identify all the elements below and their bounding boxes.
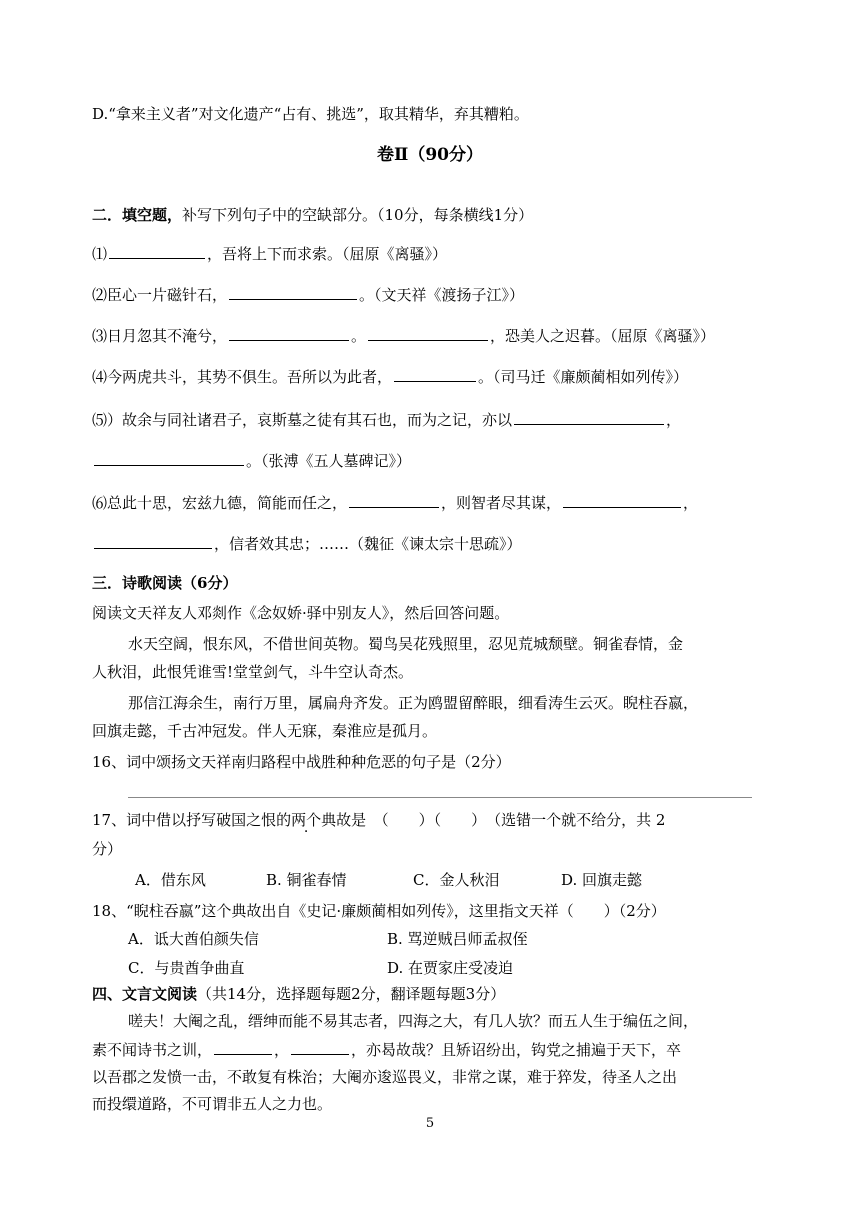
- fill-line-3: [92, 325, 715, 346]
- question-17: [92, 810, 665, 830]
- q17-text-a: 17、词中借以抒写破国之恨的: [92, 811, 292, 829]
- poem-stanza-2-line-2: 回旗走懿，千古冲冠发。伴人无寐，秦淮应是孤月。: [92, 722, 438, 740]
- fill-1-num: ⑴: [92, 245, 108, 263]
- q17-option-d[interactable]: D. 回旗走懿: [561, 871, 643, 889]
- fill-2-text-b: 。（文天祥《渡扬子江》）: [359, 286, 525, 304]
- classical-line-4: 而投缳道路，不可谓非五人之力也。: [92, 1095, 333, 1113]
- answer-blank[interactable]: [563, 492, 681, 508]
- fill-line-6: [92, 450, 411, 471]
- fill-6-text: 。（张溥《五人墓碑记》）: [246, 452, 412, 470]
- fill-5-text-b: ，: [666, 411, 682, 429]
- fill-line-7: [92, 492, 698, 513]
- question-18: 18、“睨柱吞嬴”这个典故出自《史记·廉颇蔺相如列传》，这里指文天祥（ ）（2分）: [92, 902, 666, 920]
- fill-line-8: [92, 533, 522, 554]
- q17-option-b[interactable]: B. 铜雀春情: [266, 871, 347, 889]
- answer-blank[interactable]: [514, 409, 664, 425]
- classical-heading: [92, 984, 505, 1004]
- classical-line-1: 嗟夫！大阉之乱，缙绅而能不易其志者，四海之大，有几人欤？而五人生于编伍之间，: [128, 1012, 699, 1030]
- classical-2-text-c: ，亦曷故哉？且矫诏纷出，钩党之捕遍于天下，卒: [351, 1041, 682, 1059]
- fill-heading-text: 补写下列句子中的空缺部分。（10分，每条横线1分）: [182, 206, 534, 224]
- classical-heading-text: （共14分，选择题每题2分，翻译题每题3分）: [197, 985, 506, 1003]
- fill-1-text: ，吾将上下而求索。（屈原《离骚》）: [207, 245, 448, 263]
- classical-line-2: [92, 1039, 681, 1060]
- fill-line-2: [92, 284, 524, 305]
- fill-4-text-a: ⑷今两虎共斗，其势不俱生。吾所以为此者，: [92, 368, 393, 386]
- q18-option-d[interactable]: D. 在贾家庄受凌迫: [387, 959, 514, 977]
- fill-7-text-b: ，则智者尽其谋，: [441, 494, 562, 512]
- answer-line-16[interactable]: [128, 797, 752, 798]
- q18-option-a[interactable]: A．诋大酋伯颜失信: [128, 930, 259, 948]
- fill-line-4: [92, 366, 688, 387]
- poem-stanza-2-line-1: 那信江海余生，南行万里，属扁舟齐发。正为鸥盟留醉眼，细看涛生云灭。睨柱吞嬴，: [128, 694, 699, 712]
- fill-heading: [92, 205, 533, 225]
- poem-stanza-1-line-2: 人秋泪，此恨凭谁雪!堂堂剑气，斗牛空认奇杰。: [92, 663, 414, 681]
- poem-intro: 阅读文天祥友人邓剡作《念奴娇·驿中别友人》，然后回答问题。: [92, 604, 510, 622]
- classical-heading-bold: 四、文言文阅读: [92, 985, 198, 1003]
- answer-blank[interactable]: [94, 450, 244, 466]
- fill-heading-bold: 二．填空题，: [92, 206, 183, 224]
- fill-2-text-a: ⑵臣心一片磁针石，: [92, 286, 228, 304]
- page-number: 5: [425, 1116, 435, 1131]
- fill-4-text-b: 。（司马迁《廉颇蔺相如列传》）: [478, 368, 689, 386]
- poem-heading: 三．诗歌阅读（6分）: [92, 574, 238, 592]
- classical-2-text-a: 素不闻诗书之训，: [92, 1041, 213, 1059]
- fill-8-text: ，信者效其忠；……（魏征《谏太宗十思疏》）: [214, 535, 522, 553]
- answer-blank[interactable]: [229, 325, 349, 341]
- fill-line-1: [92, 243, 447, 264]
- question-16: 16、词中颂扬文天祥南归路程中战胜种种危恶的句子是（2分）: [92, 753, 511, 771]
- answer-blank[interactable]: [229, 284, 357, 300]
- question-17-cont: 分）: [92, 840, 123, 858]
- part-title: 卷Ⅱ（90分）: [377, 145, 483, 165]
- fill-5-text-a: ⑸）故余与同社诸君子，哀斯墓之徒有其石也，而为之记，亦以: [92, 411, 513, 429]
- fill-3-text-c: ，恐美人之迟暮。（屈原《离骚》）: [490, 327, 716, 345]
- q17-emphasis: 两个: [291, 811, 322, 829]
- answer-blank[interactable]: [94, 533, 212, 549]
- q17-option-c[interactable]: C．金人秋泪: [413, 871, 500, 889]
- fill-line-5: [92, 409, 681, 430]
- q17-option-a[interactable]: A．借东风: [135, 871, 206, 889]
- option-d-line: D.“拿来主义者”对文化遗产“占有、挑选”，取其精华，弃其糟粕。: [92, 105, 529, 123]
- fill-3-text-b: 。: [351, 327, 367, 345]
- q17-text-b: 典故是 （ ）（ ） （选错一个就不给分，共 2: [321, 811, 666, 829]
- answer-blank[interactable]: [214, 1039, 272, 1055]
- answer-blank[interactable]: [394, 366, 476, 382]
- fill-7-text-a: ⑹总此十思，宏兹九德，简能而任之，: [92, 494, 348, 512]
- poem-stanza-1-line-1: 水天空阔，恨东风，不借世间英物。蜀鸟吴花残照里，忍见荒城颓壁。铜雀春情，金: [128, 635, 684, 653]
- answer-blank[interactable]: [291, 1039, 349, 1055]
- answer-blank[interactable]: [349, 492, 439, 508]
- q18-option-c[interactable]: C．与贵酋争曲直: [128, 959, 245, 977]
- answer-blank[interactable]: [368, 325, 488, 341]
- classical-line-3: 以吾郡之发愤一击，不敢复有株治；大阉亦逡巡畏义，非常之谋，难于猝发，待圣人之出: [92, 1068, 678, 1086]
- fill-3-text-a: ⑶日月忽其不淹兮，: [92, 327, 228, 345]
- answer-blank[interactable]: [109, 243, 205, 259]
- fill-7-text-c: ，: [683, 494, 699, 512]
- q18-option-b[interactable]: B. 骂逆贼吕师孟叔侄: [387, 930, 528, 948]
- classical-2-text-b: ，: [274, 1041, 290, 1059]
